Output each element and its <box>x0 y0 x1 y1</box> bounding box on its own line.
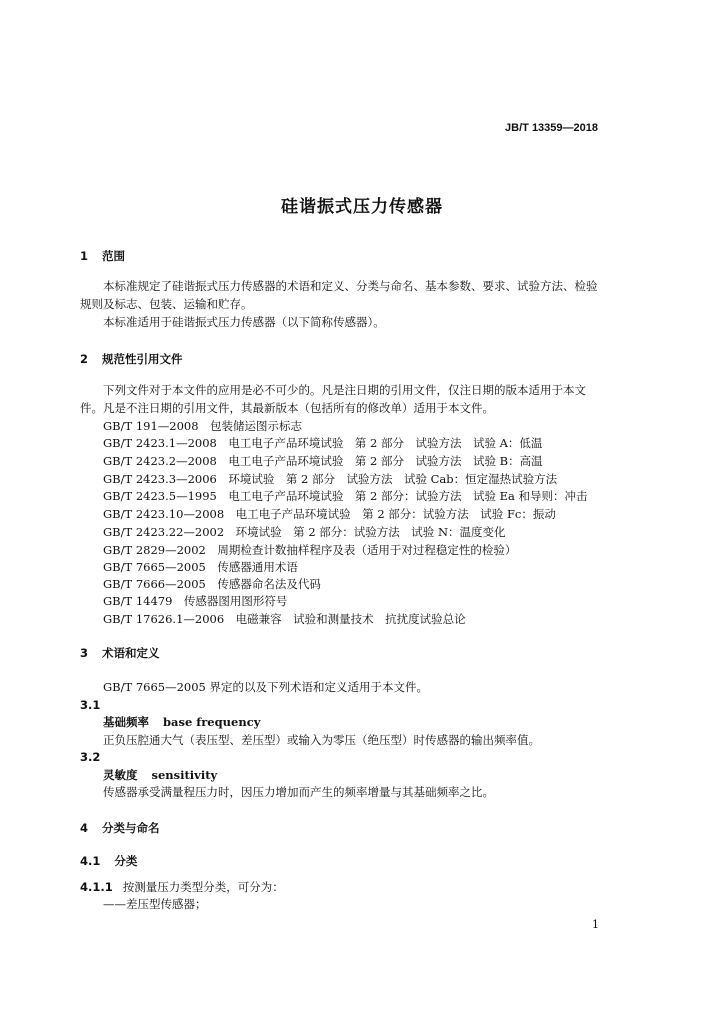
list-item: ——差压型传感器； <box>103 897 207 911</box>
term-english: sensitivity <box>151 768 218 782</box>
term-chinese: 基础频率 <box>103 715 149 729</box>
reference-item: GB/T 191—2008 包装储运图示标志 <box>103 419 303 433</box>
section-number: 2 <box>80 352 89 366</box>
subsection-title: 分类 <box>114 854 138 868</box>
section-number: 4 <box>80 821 89 835</box>
term-number: 3.1 <box>80 698 101 712</box>
standard-number: JB/T 13359—2018 <box>505 122 598 134</box>
page-number: 1 <box>592 918 599 931</box>
term-heading <box>103 714 260 731</box>
clause-4-1-1 <box>80 879 284 896</box>
section-2-heading <box>80 351 183 367</box>
reference-item: GB/T 2423.22—2002 环境试验 第 2 部分：试验方法 试验 N：温度变化 <box>103 525 506 539</box>
scope-paragraph-line-2: 规则及标志、包装、运输和贮存。 <box>80 297 253 311</box>
reference-item: GB/T 2829—2002 周期检查计数抽样程序及表（适用于对过程稳定性的检验） <box>103 543 517 557</box>
reference-item: GB/T 2423.1—2008 电工电子产品环境试验 第 2 部分 试验方法 试验 A：低温 <box>103 436 543 450</box>
subsection-number: 4.1 <box>80 854 101 868</box>
clause-number: 4.1.1 <box>80 880 113 894</box>
term-english: base frequency <box>163 715 261 729</box>
reference-item: GB/T 2423.2—2008 电工电子产品环境试验 第 2 部分 试验方法 试验 B：高温 <box>103 454 543 468</box>
references-intro-line-1: 下列文件对于本文件的应用是必不可少的。凡是注日期的引用文件，仅注日期的版本适用于本文 <box>103 383 586 397</box>
section-title: 术语和定义 <box>102 646 160 660</box>
section-title: 分类与命名 <box>102 821 160 835</box>
references-intro-line-2: 件。凡是不注日期的引用文件，其最新版本（包括所有的修改单）适用于本文件。 <box>80 401 494 415</box>
section-3-heading <box>80 645 160 661</box>
section-title: 范围 <box>102 249 126 263</box>
section-number: 1 <box>80 249 89 263</box>
section-1-heading <box>80 248 125 264</box>
reference-item: GB/T 14479 传感器图用图形符号 <box>103 594 288 608</box>
reference-item: GB/T 17626.1—2006 电磁兼容 试验和测量技术 抗扰度试验总论 <box>103 612 466 626</box>
subsection-4-1-heading <box>80 853 137 869</box>
term-definition: 正负压腔通大气（表压型、差压型）或输入为零压（绝压型）时传感器的输出频率值。 <box>103 733 540 747</box>
section-title: 规范性引用文件 <box>102 352 183 366</box>
scope-paragraph-2: 本标准适用于硅谐振式压力传感器（以下简称传感器）。 <box>103 315 385 329</box>
terms-intro: GB/T 7665—2005 界定的以及下列术语和定义适用于本文件。 <box>103 680 429 694</box>
section-4-heading <box>80 820 160 836</box>
reference-item: GB/T 2423.5—1995 电工电子产品环境试验 第 2 部分：试验方法 试验 Ea 和导则：冲击 <box>103 489 588 503</box>
reference-item: GB/T 7665—2005 传感器通用术语 <box>103 560 298 574</box>
scope-paragraph-line-1: 本标准规定了硅谐振式压力传感器的术语和定义、分类与命名、基本参数、要求、试验方法、检验 <box>103 279 598 293</box>
reference-item: GB/T 2423.3—2006 环境试验 第 2 部分 试验方法 试验 Cab：恒定湿热试验方法 <box>103 472 558 486</box>
clause-text: 按测量压力类型分类，可分为： <box>122 880 284 894</box>
section-number: 3 <box>80 646 89 660</box>
document-title: 硅谐振式压力传感器 <box>281 197 443 217</box>
term-chinese: 灵敏度 <box>103 768 138 782</box>
term-number: 3.2 <box>80 750 101 764</box>
term-definition: 传感器承受满量程压力时，因压力增加而产生的频率增量与其基础频率之比。 <box>103 785 494 799</box>
reference-item: GB/T 2423.10—2008 电工电子产品环境试验 第 2 部分：试验方法 试验 Fc：振动 <box>103 507 556 521</box>
term-heading <box>103 767 217 784</box>
reference-item: GB/T 7666—2005 传感器命名法及代码 <box>103 577 321 591</box>
